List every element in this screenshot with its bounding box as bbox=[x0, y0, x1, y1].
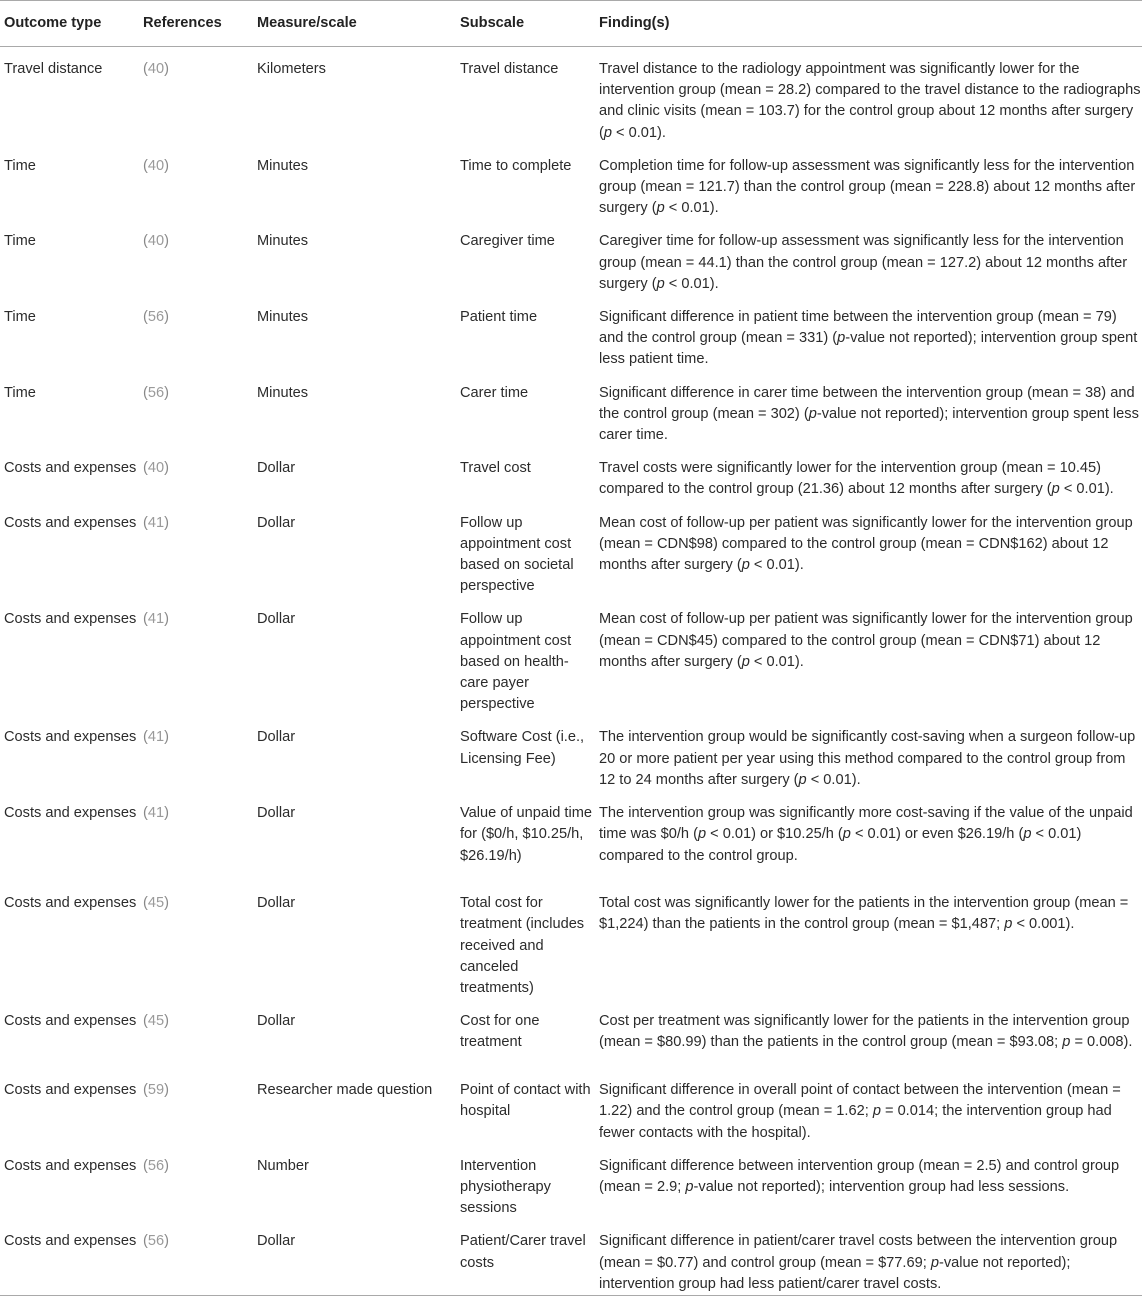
reference-link[interactable]: 41 bbox=[147, 611, 165, 628]
cell-finding: Mean cost of follow-up per patient was significantly lower for the intervention group (mean = CDN$98) compared to the control group (mean = CDN$162) about 12 months after surgery (p < 0.01). bbox=[599, 514, 1133, 574]
table-row bbox=[0, 715, 1142, 791]
table-row bbox=[0, 791, 1142, 881]
cell-reference: (41) bbox=[143, 611, 169, 628]
table-row bbox=[0, 1144, 1142, 1220]
cell-finding: Total cost was significantly lower for the patients in the intervention group (mean = $1,224) than the patients in the control group (mean = $1,487; p < 0.001). bbox=[599, 895, 1129, 933]
cell-subscale: Follow up appointment cost based on health-care payer perspective bbox=[460, 611, 572, 713]
cell-finding: Travel costs were significantly lower for the intervention group (mean = 10.45) compared to the control group (21.36) about 12 months after surgery (p < 0.01). bbox=[599, 460, 1114, 498]
cell-outcome-type: Costs and expenses bbox=[4, 895, 137, 912]
cell-subscale: Patient/Carer travel costs bbox=[456, 1219, 595, 1295]
cell-reference: (56) bbox=[139, 1219, 253, 1295]
table-row bbox=[0, 295, 1142, 371]
cell-reference: (56) bbox=[143, 309, 169, 326]
cell-measure-scale: Dollar bbox=[257, 895, 296, 912]
reference-link[interactable]: 41 bbox=[147, 729, 165, 746]
cell-measure-scale: Minutes bbox=[257, 157, 309, 174]
cell-measure-scale: Dollar bbox=[253, 1219, 456, 1295]
cell-measure-scale: Minutes bbox=[257, 233, 309, 250]
cell-finding: The intervention group was significantly more cost-saving if the value of the unpaid time was $0/h (p < 0.01) or $10.25/h (p < 0.01) or even $26.19/h (p < 0.01) compared to the control group. bbox=[599, 805, 1133, 864]
reference-link[interactable]: 40 bbox=[147, 460, 165, 477]
table-row bbox=[0, 597, 1142, 715]
cell-outcome-type: Time bbox=[4, 157, 36, 174]
cell-outcome-type: Travel distance bbox=[4, 61, 103, 77]
cell-subscale: Point of contact with hospital bbox=[460, 1082, 591, 1120]
cell-subscale: Carer time bbox=[460, 384, 529, 401]
cell-outcome-type: Time bbox=[4, 309, 36, 326]
table-body bbox=[0, 47, 1142, 1296]
cell-outcome-type: Time bbox=[4, 233, 36, 250]
cell-measure-scale: Dollar bbox=[257, 611, 296, 628]
cell-measure-scale: Minutes bbox=[257, 309, 309, 326]
cell-outcome-type: Costs and expenses bbox=[0, 1219, 139, 1295]
cell-finding: Cost per treatment was significantly lower for the patients in the intervention group (mean = $80.99) than the patients in the control group (mean = $93.08; p = 0.008). bbox=[599, 1013, 1133, 1051]
cell-reference: (41) bbox=[143, 514, 169, 531]
cell-reference: (56) bbox=[143, 384, 169, 401]
table-row bbox=[0, 219, 1142, 295]
cell-finding: Significant difference in patient/carer travel costs between the intervention group (mean = $0.77) and control group (mean = $77.69; p-value not reported); intervention group had less patient/carer travel costs. bbox=[595, 1219, 1142, 1295]
cell-reference: (41) bbox=[143, 729, 169, 746]
cell-reference: (45) bbox=[143, 1013, 169, 1030]
cell-outcome-type: Time bbox=[4, 384, 36, 401]
cell-finding: Travel distance to the radiology appointment was significantly lower for the intervention group (mean = 28.2) compared to the travel distance to the radiographs and clinic visits (mean = 103.7) for the control group about 12 months after surgery (p < 0.01). bbox=[599, 61, 1141, 141]
cell-finding: The intervention group would be significantly cost-saving when a surgeon follow-up 20 or more patient per year using this method compared to the control group from 12 to 24 months after surgery (p < 0.01). bbox=[599, 729, 1136, 788]
cell-measure-scale: Dollar bbox=[257, 460, 296, 477]
cell-finding: Significant difference between intervention group (mean = 2.5) and control group (mean = 2.9; p-value not reported); intervention group had less sessions. bbox=[599, 1157, 1120, 1195]
cell-outcome-type: Costs and expenses bbox=[4, 1013, 137, 1030]
cell-measure-scale: Number bbox=[257, 1157, 309, 1174]
reference-link[interactable]: 56 bbox=[147, 1157, 165, 1174]
table-header-row bbox=[0, 1, 1142, 47]
cell-measure-scale: Dollar bbox=[257, 805, 296, 822]
cell-outcome-type: Costs and expenses bbox=[4, 729, 137, 746]
header-references: References bbox=[139, 1, 253, 47]
cell-subscale: Software Cost (i.e., Licensing Fee) bbox=[460, 729, 585, 767]
cell-measure-scale: Kilometers bbox=[257, 61, 326, 77]
reference-link[interactable]: 40 bbox=[147, 157, 165, 174]
cell-outcome-type: Costs and expenses bbox=[4, 1082, 137, 1099]
cell-subscale: Travel distance bbox=[460, 61, 559, 77]
cell-subscale: Cost for one treatment bbox=[460, 1013, 540, 1051]
cell-reference: (40) bbox=[143, 460, 169, 477]
table-row bbox=[0, 501, 1142, 598]
cell-subscale: Follow up appointment cost based on societal perspective bbox=[460, 514, 574, 595]
cell-measure-scale: Dollar bbox=[257, 729, 296, 746]
header-measure-scale: Measure/scale bbox=[253, 1, 456, 47]
cell-outcome-type: Costs and expenses bbox=[4, 805, 137, 822]
cell-subscale: Travel cost bbox=[460, 460, 531, 477]
cell-outcome-type: Costs and expenses bbox=[4, 460, 137, 477]
table-row bbox=[0, 371, 1142, 447]
table-row bbox=[0, 1068, 1142, 1144]
table-row bbox=[0, 446, 1142, 500]
reference-link[interactable]: 45 bbox=[147, 1013, 165, 1030]
cell-finding: Significant difference in overall point of contact between the intervention (mean = 1.22) and the control group (mean = 1.62; p = 0.014; the intervention group had fewer contacts with the hospital). bbox=[599, 1082, 1121, 1141]
reference-link[interactable]: 40 bbox=[147, 61, 165, 77]
cell-subscale: Patient time bbox=[460, 309, 538, 326]
table-row bbox=[0, 144, 1142, 220]
reference-link[interactable]: 40 bbox=[147, 233, 165, 250]
header-outcome-type: Outcome type bbox=[0, 1, 139, 47]
reference-link[interactable]: 56 bbox=[147, 1233, 165, 1250]
cell-outcome-type: Costs and expenses bbox=[4, 1157, 137, 1174]
table-row bbox=[0, 881, 1142, 999]
reference-link[interactable]: 41 bbox=[147, 514, 165, 531]
cell-outcome-type: Costs and expenses bbox=[4, 611, 137, 628]
cell-reference: (56) bbox=[143, 1157, 169, 1174]
cell-measure-scale: Minutes bbox=[257, 384, 309, 401]
cell-measure-scale: Researcher made question bbox=[257, 1082, 433, 1099]
reference-link[interactable]: 56 bbox=[147, 309, 165, 326]
table-row bbox=[0, 999, 1142, 1068]
table-row bbox=[0, 1219, 1142, 1295]
reference-link[interactable]: 56 bbox=[147, 384, 165, 401]
cell-finding: Caregiver time for follow-up assessment was significantly less for the intervention group (mean = 44.1) than the control group (mean = 127.2) about 12 months after surgery (p < 0.01). bbox=[599, 233, 1128, 292]
cell-reference: (40) bbox=[143, 157, 169, 174]
reference-link[interactable]: 59 bbox=[147, 1082, 165, 1099]
cell-subscale: Total cost for treatment (includes received and canceled treatments) bbox=[460, 895, 585, 996]
cell-subscale: Intervention physiotherapy sessions bbox=[460, 1157, 551, 1217]
header-findings: Finding(s) bbox=[595, 1, 1142, 47]
cell-reference: (59) bbox=[143, 1082, 169, 1099]
cell-measure-scale: Dollar bbox=[257, 1013, 296, 1030]
cell-reference: (41) bbox=[143, 805, 169, 822]
cell-finding: Mean cost of follow-up per patient was significantly lower for the intervention group (mean = CDN$45) compared to the control group (mean = CDN$71) about 12 months after surgery (p < 0.01). bbox=[599, 611, 1133, 670]
cell-finding: Significant difference in patient time between the intervention group (mean = 79) and the control group (mean = 331) (p-value not reported); intervention group spent less patient time. bbox=[599, 309, 1138, 368]
cell-reference: (40) bbox=[143, 61, 169, 77]
cell-reference: (40) bbox=[143, 233, 169, 250]
table-row bbox=[0, 47, 1142, 144]
cell-outcome-type: Costs and expenses bbox=[4, 514, 137, 531]
cell-finding: Completion time for follow-up assessment was significantly less for the intervention group (mean = 121.7) than the control group (mean = 228.8) about 12 months after surgery (p < 0.01). bbox=[599, 157, 1136, 217]
reference-link[interactable]: 45 bbox=[147, 895, 165, 912]
cell-subscale: Caregiver time bbox=[460, 233, 555, 250]
cell-subscale: Value of unpaid time for ($0/h, $10.25/h, $26.19/h) bbox=[460, 805, 592, 864]
cell-finding: Significant difference in carer time between the intervention group (mean = 38) and the control group (mean = 302) (p-value not reported); intervention group spent less carer time. bbox=[599, 384, 1139, 444]
header-subscale: Subscale bbox=[456, 1, 595, 47]
cell-reference: (45) bbox=[143, 895, 169, 912]
cell-subscale: Time to complete bbox=[460, 157, 572, 174]
reference-link[interactable]: 41 bbox=[147, 805, 165, 822]
cell-measure-scale: Dollar bbox=[257, 514, 296, 531]
